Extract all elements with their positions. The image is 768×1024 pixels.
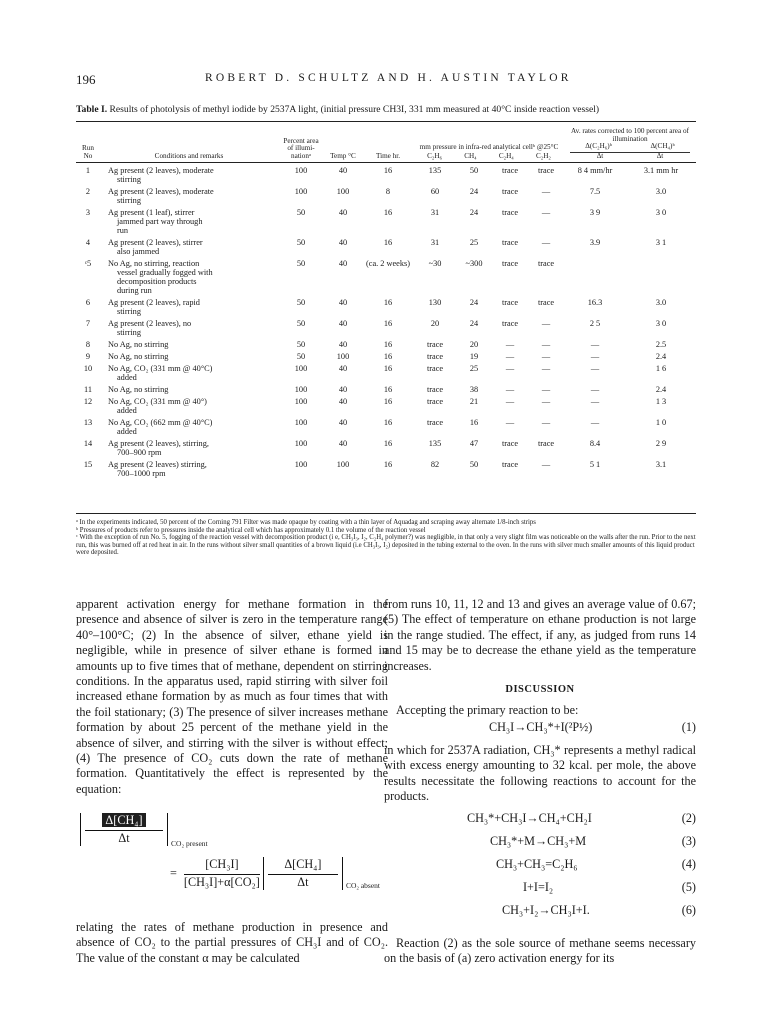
right-paragraph-1: from runs 10, 11, 12 and 13 and gives an average value of 0.67; (5) The effect of temperature on ethane production is not large in the range studied. The effect, if any, as judged from runs 14 and 15 may be to decrease the ethane yield as the temperature increases. xyxy=(384,597,696,673)
ch4-cell: 50 xyxy=(469,166,479,176)
c2h2-cell: — xyxy=(541,418,551,428)
c2h2-cell: — xyxy=(541,238,551,248)
time-cell: 16 xyxy=(383,385,393,395)
table-row xyxy=(76,382,696,394)
c2h6-cell: 31 xyxy=(430,238,440,248)
rate-c2h6-cell: — xyxy=(590,340,600,350)
table-top-rule xyxy=(76,121,696,122)
run-number: 3 xyxy=(85,208,91,218)
time-cell: 16 xyxy=(383,238,393,248)
c2h2-cell: — xyxy=(541,352,551,362)
temp-cell: 40 xyxy=(338,385,348,395)
table-caption-text: Results of photolysis of methyl iodide by 2537A light, (initial pressure CH3I, 331 mm measured at 40°C inside reaction vessel) xyxy=(109,104,600,115)
condition-line: stirring xyxy=(117,196,141,206)
table-row xyxy=(76,394,696,415)
rate-c2h6-cell: 3.9 xyxy=(589,238,601,248)
table-row xyxy=(76,415,696,436)
temp-cell: 40 xyxy=(338,208,348,218)
table-footnotes xyxy=(76,519,696,557)
c2h4-cell: trace xyxy=(501,460,519,470)
rate-ch4-cell: 1 6 xyxy=(655,364,667,374)
condition-line: Ag present (2 leaves), stirrer xyxy=(108,238,203,248)
c2h4-cell: — xyxy=(505,340,515,350)
col-rate-dt-1: Δt xyxy=(596,151,604,160)
rates-group-title: Av. rates corrected to 100 percent area of illumination xyxy=(571,127,689,143)
condition-line: decomposition products xyxy=(117,277,197,287)
percent-cell: 100 xyxy=(294,385,308,395)
rate-ch4-cell xyxy=(626,256,696,295)
rate-ch4-cell: 3.1 xyxy=(655,460,667,470)
conditions-cell xyxy=(100,337,278,349)
c2h2-cell: trace xyxy=(537,259,555,269)
ch4-cell: 24 xyxy=(469,208,479,218)
rate-c2h6-cell: 5 1 xyxy=(589,460,601,470)
run-number: 15 xyxy=(83,460,93,470)
c2h6-cell: trace xyxy=(426,352,444,362)
table-row xyxy=(76,256,696,295)
condition-line: No Ag, CO₂ (331 mm @ 40°) xyxy=(108,397,207,407)
condition-line: No Ag, no stirring xyxy=(108,352,169,362)
conditions-cell xyxy=(100,184,278,205)
conditions-cell xyxy=(100,394,278,415)
percent-cell: 50 xyxy=(296,238,306,248)
c2h2-cell: — xyxy=(541,319,551,329)
conditions-cell xyxy=(100,205,278,235)
conditions-cell xyxy=(100,163,278,184)
rate-ch4-cell: 3 1 xyxy=(655,238,667,248)
condition-line: Ag present (2 leaves) stirring, xyxy=(108,460,207,470)
ch4-cell: 24 xyxy=(469,187,479,197)
conditions-cell xyxy=(100,235,278,256)
rate-ch4-cell: 1 0 xyxy=(655,418,667,428)
run-number: 14 xyxy=(83,439,93,449)
ch4-cell: 38 xyxy=(469,385,479,395)
equation-4-number: (4) xyxy=(681,857,696,871)
time-cell: (ca. 2 weeks) xyxy=(366,259,410,269)
conditions-cell xyxy=(100,415,278,436)
equation-5: I+I=I₂ xyxy=(523,880,554,894)
condition-line: 700–1000 rpm xyxy=(117,469,166,479)
ch4-cell: 20 xyxy=(469,340,479,350)
table-row xyxy=(76,235,696,256)
conditions-cell xyxy=(100,436,278,457)
c2h4-cell: trace xyxy=(501,298,519,308)
rhs-frac-numerator: [CH₃I] xyxy=(205,857,239,871)
c2h6-cell: trace xyxy=(426,397,444,407)
c2h4-cell: trace xyxy=(501,319,519,329)
running-header-authors: ROBERT D. SCHULTZ AND H. AUSTIN TAYLOR xyxy=(205,72,572,84)
results-table xyxy=(76,128,696,478)
left-paragraph-1: apparent activation energy for methane formation in the presence and absence of silver is zero in the temperature range 40°–100°C; (2) In the absence of silver, ethane yield is negligible, while in presence of silver ethane is formed in amounts up to five times that of methane, dependent on stirring conditions. In the apparatus used, rapid stirring with silver foil increased ethane formation by as much as four times that with the foil stationary; (3) The presence of silver increases methane formation by about 25 percent of the methane yield in the absence of silver, and stirring with the silver is without effect; (4) The presence of CO₂ cuts down the rate of methane formation. Quantitatively the effect is represented by the equation: xyxy=(76,597,388,796)
rate-ch4-cell: 2.4 xyxy=(655,352,667,362)
ratio-equation-lhs xyxy=(80,813,208,849)
conditions-cell xyxy=(100,256,278,295)
conditions-cell xyxy=(100,361,278,382)
c2h4-cell: trace xyxy=(501,259,519,269)
table-row xyxy=(76,436,696,457)
equation-2-number: (2) xyxy=(681,811,696,825)
condition-line: added xyxy=(117,373,137,383)
c2h2-cell: trace xyxy=(537,166,555,176)
col-c2h2: C₂H₂ xyxy=(535,151,551,160)
ratio-equation-rhs: = $\frac{\text{[CH₃I]}}{\text{[CH₃I]+α[CO₂]}}$ $\frac{\text{Δ[CH₄]}}{\Delta t}$ $_{CO_2 absent}$ xyxy=(170,857,381,891)
condition-line: run xyxy=(117,226,129,236)
rhs-denominator: Δt xyxy=(268,874,338,890)
c2h4-cell: trace xyxy=(501,187,519,197)
percent-cell: 100 xyxy=(294,460,308,470)
rate-c2h6-cell: 8 4 mm/hr xyxy=(577,166,613,176)
condition-line: added xyxy=(117,427,137,437)
c2h6-cell: 135 xyxy=(428,166,442,176)
condition-line: No Ag, no stirring xyxy=(108,385,169,395)
rate-c2h6-cell: 16.3 xyxy=(587,298,603,308)
temp-cell: 100 xyxy=(336,460,350,470)
rhs-frac-denominator: [CH₃I]+α[CO₂] xyxy=(183,875,260,889)
c2h2-cell: — xyxy=(541,385,551,395)
mm-group-title: mm pressure in infra-red analytical cellᵇ @25°C xyxy=(419,143,559,152)
conditions-cell xyxy=(100,295,278,316)
col-ch4: CH₄ xyxy=(464,151,477,160)
time-cell: 16 xyxy=(383,319,393,329)
c2h4-cell: trace xyxy=(501,166,519,176)
table-row xyxy=(76,316,696,337)
table-row xyxy=(76,457,696,478)
temp-cell: 40 xyxy=(338,259,348,269)
time-cell: 16 xyxy=(383,340,393,350)
col-time: Time hr. xyxy=(375,151,401,160)
equation-1: CH₃I→CH₃*+I(²P½) xyxy=(489,720,593,734)
percent-cell: 50 xyxy=(296,259,306,269)
c2h6-cell: trace xyxy=(426,418,444,428)
run-number: 9 xyxy=(85,352,91,362)
run-number: 7 xyxy=(85,319,91,329)
condition-line: vessel gradually fogged with xyxy=(117,268,213,278)
rate-c2h6-cell: — xyxy=(590,352,600,362)
temp-cell: 40 xyxy=(338,418,348,428)
percent-cell: 100 xyxy=(294,187,308,197)
equation-4: CH₃+CH₃=C₂H₆ xyxy=(496,857,578,871)
left-paragraph-2: relating the rates of methane production in presence and absence of CO₂ to the partial pressures of CH₃I and of CO₂. The value of the constant α may be calculated xyxy=(76,920,388,965)
footnote-c: ᶜ With the exception of run No. 5, fogging of the reaction vessel with decomposition product (i e, CH₃I₃, I₂, C₂H₄ polymer?) was negligible, in that only a very slight film was noticeable on the walls after the run. Prior to the next run, this was burned off at red heat in air. In the runs without silver small quantities of a brown liquid (i.e CH₃I₃, I₂) deposited in the tubing external to the oven. In the runs with silver much smaller amounts of this liquid product were deposited. xyxy=(76,534,696,557)
temp-cell: 40 xyxy=(338,364,348,374)
table-row xyxy=(76,184,696,205)
c2h2-cell: — xyxy=(541,340,551,350)
condition-line: stirring xyxy=(117,328,141,338)
c2h4-cell: — xyxy=(505,397,515,407)
left-column-bottom xyxy=(76,920,388,966)
condition-line: jammed part way through xyxy=(117,217,203,227)
rate-c2h6-cell: 8.4 xyxy=(589,439,601,449)
c2h6-cell: 31 xyxy=(430,208,440,218)
c2h6-cell: trace xyxy=(426,385,444,395)
table-caption xyxy=(76,104,696,115)
c2h2-cell: — xyxy=(541,364,551,374)
ch4-cell: 24 xyxy=(469,319,479,329)
rate-c2h6-cell: — xyxy=(590,385,600,395)
c2h6-cell: 135 xyxy=(428,439,442,449)
run-number: 4 xyxy=(85,238,91,248)
condition-line: Ag present (2 leaves), stirring, xyxy=(108,439,209,449)
percent-cell: 50 xyxy=(296,298,306,308)
col-group-mm xyxy=(414,128,564,160)
col-percent: Percent area of illumi- nationᵃ xyxy=(283,136,319,160)
ch4-cell: ~300 xyxy=(465,259,483,269)
rate-c2h6-cell xyxy=(564,256,626,295)
ch4-cell: 16 xyxy=(469,418,479,428)
condition-line: 700–900 rpm xyxy=(117,448,162,458)
c2h4-cell: trace xyxy=(501,439,519,449)
table-body xyxy=(76,163,696,478)
temp-cell: 40 xyxy=(338,238,348,248)
c2h6-cell: trace xyxy=(426,340,444,350)
page-number: 196 xyxy=(76,72,96,87)
rate-ch4-cell: 1 3 xyxy=(655,397,667,407)
right-paragraph-4: Reaction (2) as the sole source of methane seems necessary on the basis of (a) zero activation energy for its xyxy=(384,936,696,966)
c2h4-cell: — xyxy=(505,418,515,428)
c2h2-cell: — xyxy=(541,397,551,407)
condition-line: No Ag, CO₂ (331 mm @ 40°C) xyxy=(108,364,213,374)
time-cell: 8 xyxy=(385,187,391,197)
discussion-heading: DISCUSSION xyxy=(505,684,575,696)
lhs-subscript: CO₂ present xyxy=(171,839,208,849)
percent-cell: 50 xyxy=(296,352,306,362)
rate-ch4-cell: 3.1 mm hr xyxy=(643,166,679,176)
left-column xyxy=(76,597,388,797)
percent-cell: 100 xyxy=(294,418,308,428)
ch4-cell: 24 xyxy=(469,298,479,308)
percent-cell: 50 xyxy=(296,208,306,218)
col-rate-c2h6: Δ(C₂H₆)ᵇ xyxy=(585,142,612,151)
ch4-cell: 19 xyxy=(469,352,479,362)
temp-cell: 40 xyxy=(338,166,348,176)
right-column-mid xyxy=(384,743,696,805)
rate-c2h6-cell: — xyxy=(590,364,600,374)
col-c2h4: C₂H₄ xyxy=(498,151,514,160)
col-temp: Temp °C xyxy=(330,151,356,160)
condition-line: Ag present (2 leaves), moderate xyxy=(108,166,214,176)
footnote-a: ᵃ In the experiments indicated, 50 percent of the Corning 791 Filter was made opaque by coating with a thin layer of Aquadag and scraping away alternate 1/8-inch strips xyxy=(76,519,536,526)
lhs-denominator: Δt xyxy=(85,830,163,846)
percent-cell: 100 xyxy=(294,166,308,176)
time-cell: 16 xyxy=(383,364,393,374)
rhs-subscript: CO₂ absent xyxy=(345,881,381,891)
right-paragraph-2: Accepting the primary reaction to be: xyxy=(396,703,579,718)
temp-cell: 40 xyxy=(338,439,348,449)
temp-cell: 100 xyxy=(336,187,350,197)
c2h6-cell: trace xyxy=(426,364,444,374)
time-cell: 16 xyxy=(383,166,393,176)
run-number: 2 xyxy=(85,187,91,197)
rate-ch4-cell: 3 0 xyxy=(655,208,667,218)
condition-line: No Ag, no stirring, reaction xyxy=(108,259,200,269)
footnote-b: ᵇ Pressures of products refer to pressures inside the analytical cell which has approximately 0.1 the volume of the reaction vessel xyxy=(76,526,426,534)
percent-cell: 50 xyxy=(296,319,306,329)
c2h6-cell: 20 xyxy=(430,319,440,329)
run-number: 12 xyxy=(83,397,93,407)
table-row xyxy=(76,361,696,382)
equation-5-number: (5) xyxy=(681,880,696,894)
condition-line: No Ag, no stirring xyxy=(108,340,169,350)
condition-line: Ag present (2 leaves), no xyxy=(108,319,192,329)
condition-line: also jammed xyxy=(117,247,160,257)
rate-ch4-cell: 2.4 xyxy=(655,385,667,395)
equation-2: CH₃*+CH₃I→CH₄+CH₂I xyxy=(467,811,592,825)
ch4-cell: 25 xyxy=(469,364,479,374)
c2h6-cell: 60 xyxy=(430,187,440,197)
condition-line: Ag present (1 leaf), stirrer xyxy=(108,208,195,218)
condition-line: stirring xyxy=(117,307,141,317)
rate-ch4-cell: 3 0 xyxy=(655,319,667,329)
c2h2-cell: trace xyxy=(537,298,555,308)
table-row xyxy=(76,205,696,235)
right-column xyxy=(384,597,696,719)
c2h2-cell: — xyxy=(541,208,551,218)
condition-line: Ag present (2 leaves), moderate xyxy=(108,187,214,197)
right-column-bottom xyxy=(384,936,696,967)
rate-c2h6-cell: 2 5 xyxy=(589,319,601,329)
c2h4-cell: — xyxy=(505,364,515,374)
right-paragraph-3: in which for 2537A radiation, CH₃* represents a methyl radical with excess energy amounting to 32 kcal. per mole, the above results necessitate the following reactions to account for the products. xyxy=(384,743,696,804)
rate-ch4-cell: 2 9 xyxy=(655,439,667,449)
run-number: 13 xyxy=(83,418,93,428)
condition-line: during run xyxy=(117,286,152,296)
table-row xyxy=(76,295,696,316)
percent-cell: 50 xyxy=(296,340,306,350)
time-cell: 16 xyxy=(383,208,393,218)
ch4-cell: 25 xyxy=(469,238,479,248)
rate-c2h6-cell: — xyxy=(590,397,600,407)
run-number: 6 xyxy=(85,298,91,308)
time-cell: 16 xyxy=(383,460,393,470)
conditions-cell xyxy=(100,316,278,337)
percent-cell: 100 xyxy=(294,364,308,374)
time-cell: 16 xyxy=(383,397,393,407)
run-number: 8 xyxy=(85,340,91,350)
rate-c2h6-cell: — xyxy=(590,418,600,428)
temp-cell: 40 xyxy=(338,397,348,407)
conditions-cell xyxy=(100,382,278,394)
lhs-numerator: Δ[CH₄] xyxy=(85,813,163,828)
col-group-rates xyxy=(564,128,696,160)
run-number: 11 xyxy=(84,385,92,395)
run-number: ᶜ5 xyxy=(84,259,92,269)
table-bottom-rule xyxy=(76,513,696,514)
run-number: 10 xyxy=(83,364,93,374)
c2h6-cell: ~30 xyxy=(428,259,442,269)
equation-3: CH₃*+M→CH₃+M xyxy=(490,834,587,848)
c2h4-cell: trace xyxy=(501,208,519,218)
equation-1-number: (1) xyxy=(681,720,696,734)
col-rate-ch4: Δ(CH₄)ᵇ xyxy=(650,142,675,151)
rate-c2h6-cell: 7.5 xyxy=(589,187,601,197)
temp-cell: 40 xyxy=(338,340,348,350)
condition-line: stirring xyxy=(117,175,141,185)
condition-line: Ag present (2 leaves), rapid xyxy=(108,298,200,308)
rhs-numerator: Δ[CH₄] xyxy=(284,857,322,871)
col-rate-dt-2: Δt xyxy=(656,151,664,160)
equation-6: CH₃+I₂→CH₃I+I. xyxy=(502,903,590,917)
rate-ch4-cell: 2.5 xyxy=(655,340,667,350)
ch4-cell: 50 xyxy=(469,460,479,470)
percent-cell: 100 xyxy=(294,439,308,449)
c2h2-cell: trace xyxy=(537,439,555,449)
c2h2-cell: — xyxy=(541,187,551,197)
ch4-cell: 21 xyxy=(469,397,479,407)
ch4-cell: 47 xyxy=(469,439,479,449)
temp-cell: 100 xyxy=(336,352,350,362)
time-cell: 16 xyxy=(383,439,393,449)
equation-3-number: (3) xyxy=(681,834,696,848)
table-row xyxy=(76,163,696,184)
c2h4-cell: — xyxy=(505,352,515,362)
temp-cell: 40 xyxy=(338,298,348,308)
conditions-cell xyxy=(100,349,278,361)
conditions-cell xyxy=(100,457,278,478)
rate-ch4-cell: 3.0 xyxy=(655,298,667,308)
col-conditions: Conditions and remarks xyxy=(154,151,224,160)
run-number: 1 xyxy=(85,166,91,176)
table-row xyxy=(76,337,696,349)
c2h4-cell: trace xyxy=(501,238,519,248)
c2h2-cell: — xyxy=(541,460,551,470)
rate-c2h6-cell: 3 9 xyxy=(589,208,601,218)
c2h6-cell: 130 xyxy=(428,298,442,308)
col-c2h6: C₂H₆ xyxy=(427,151,443,160)
col-run: Run No xyxy=(82,144,94,160)
table-caption-label: Table I. xyxy=(76,104,108,115)
c2h6-cell: 82 xyxy=(430,460,440,470)
c2h4-cell: — xyxy=(505,385,515,395)
condition-line: No Ag, CO₂ (662 mm @ 40°C) xyxy=(108,418,213,428)
table-row xyxy=(76,349,696,361)
time-cell: 16 xyxy=(383,352,393,362)
rate-ch4-cell: 3.0 xyxy=(655,187,667,197)
temp-cell: 40 xyxy=(338,319,348,329)
equation-6-number: (6) xyxy=(681,903,696,917)
condition-line: added xyxy=(117,406,137,416)
time-cell: 16 xyxy=(383,418,393,428)
percent-cell: 100 xyxy=(294,397,308,407)
time-cell: 16 xyxy=(383,298,393,308)
